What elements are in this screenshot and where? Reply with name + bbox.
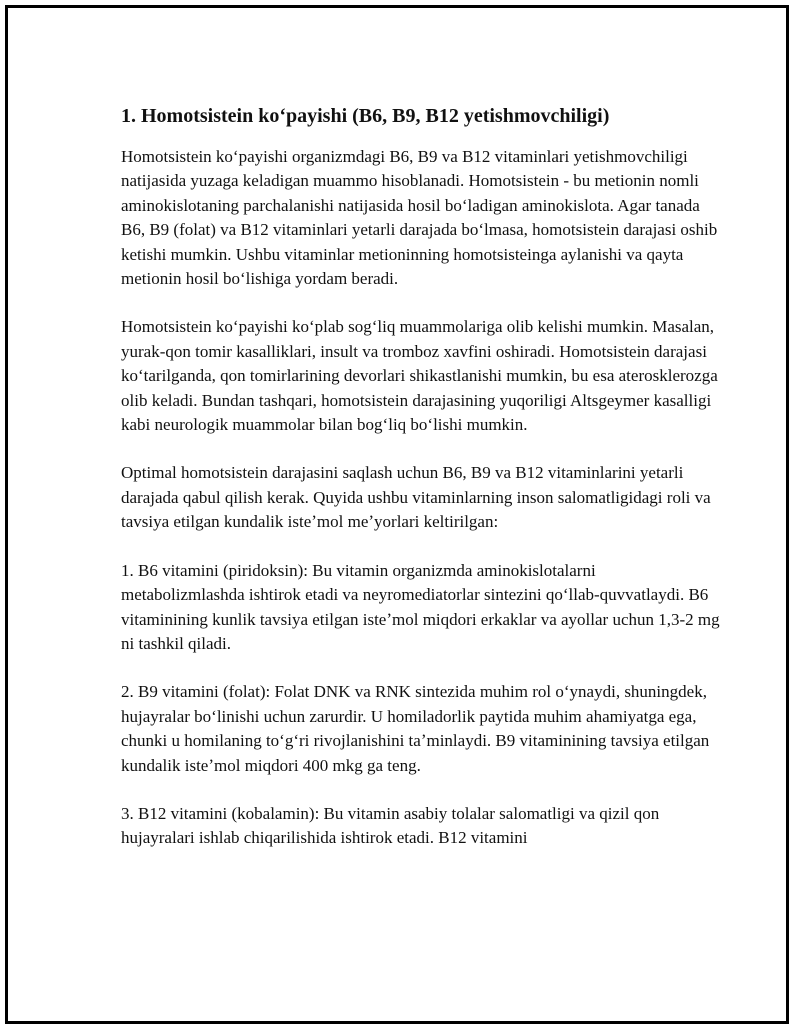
document-title: 1. Homotsistein koʻpayishi (B6, B9, B12 yetishmovchiligi) bbox=[121, 105, 610, 127]
vitamin-b6-paragraph: 1. B6 vitamini (piridoksin): Bu vitamin organizmda aminokislotalarni metabolizmlashda ishtirok etadi va neyromediatorlar sintezini qoʻllab-quvvatlaydi. B6 vitaminining kunlik tavsiya etilgan isteʼmol miqdori erkaklar va ayollar uchun 1,3-2 mg ni tashkil qiladi. bbox=[121, 560, 720, 653]
intro-paragraph: Homotsistein koʻpayishi organizmdagi B6, B9 va B12 vitaminlari yetishmovchiligi natijasida yuzaga keladigan muammo hisoblanadi. Homotsistein - bu metionin nomli aminokislotaning parchalanishi natijasida hosil boʻladigan aminokislota. Agar tanada B6, B9 (folat) va B12 vitaminlari yetarli darajada boʻlmasa, homotsistein darajasi oshib ketishi mumkin. Ushbu vitaminlar metioninning homotsisteinga aylanishi va qayta metionin hosil boʻlishiga yordam beradi. bbox=[121, 147, 718, 289]
vitamin-b12-paragraph: 3. B12 vitamini (kobalamin): Bu vitamin asabiy tolalar salomatligi va qizil qon hujayralari ishlab chiqarilishida ishtirok etadi. B12 vitamini bbox=[121, 803, 660, 848]
page-frame bbox=[5, 5, 789, 1024]
document-body bbox=[121, 104, 721, 875]
health-risks-paragraph: Homotsistein koʻpayishi koʻplab sogʻliq muammolariga olib kelishi mumkin. Masalan, yurak-qon tomir kasalliklari, insult va tromboz xavfini oshiradi. Homotsistein darajasi koʻtarilganda, qon tomirlarining devorlari shikastlanishi mumkin, bu esa aterosklerozga olib keladi. Bundan tashqari, homotsistein darajasining yuqoriligi Altsgeymer kasalligi kabi neurologik muammolar bilan bogʻliq boʻlishi mumkin. bbox=[121, 317, 718, 435]
vitamin-intake-paragraph: Optimal homotsistein darajasini saqlash uchun B6, B9 va B12 vitaminlarini yetarli darajada qabul qilish kerak. Quyida ushbu vitaminlarning inson salomatligidagi roli va tavsiya etilgan kundalik isteʼmol meʼyorlari keltirilgan: bbox=[121, 463, 711, 532]
vitamin-b9-paragraph: 2. B9 vitamini (folat): Folat DNK va RNK sintezida muhim rol oʻynaydi, shuningdek, hujayralar boʻlinishi uchun zarurdir. U homiladorlik paytida muhim ahamiyatga ega, chunki u homilaning toʻgʻri rivojlanishini taʼminlaydi. B9 vitaminining tavsiya etilgan kundalik isteʼmol miqdori 400 mkg ga teng. bbox=[121, 682, 710, 775]
